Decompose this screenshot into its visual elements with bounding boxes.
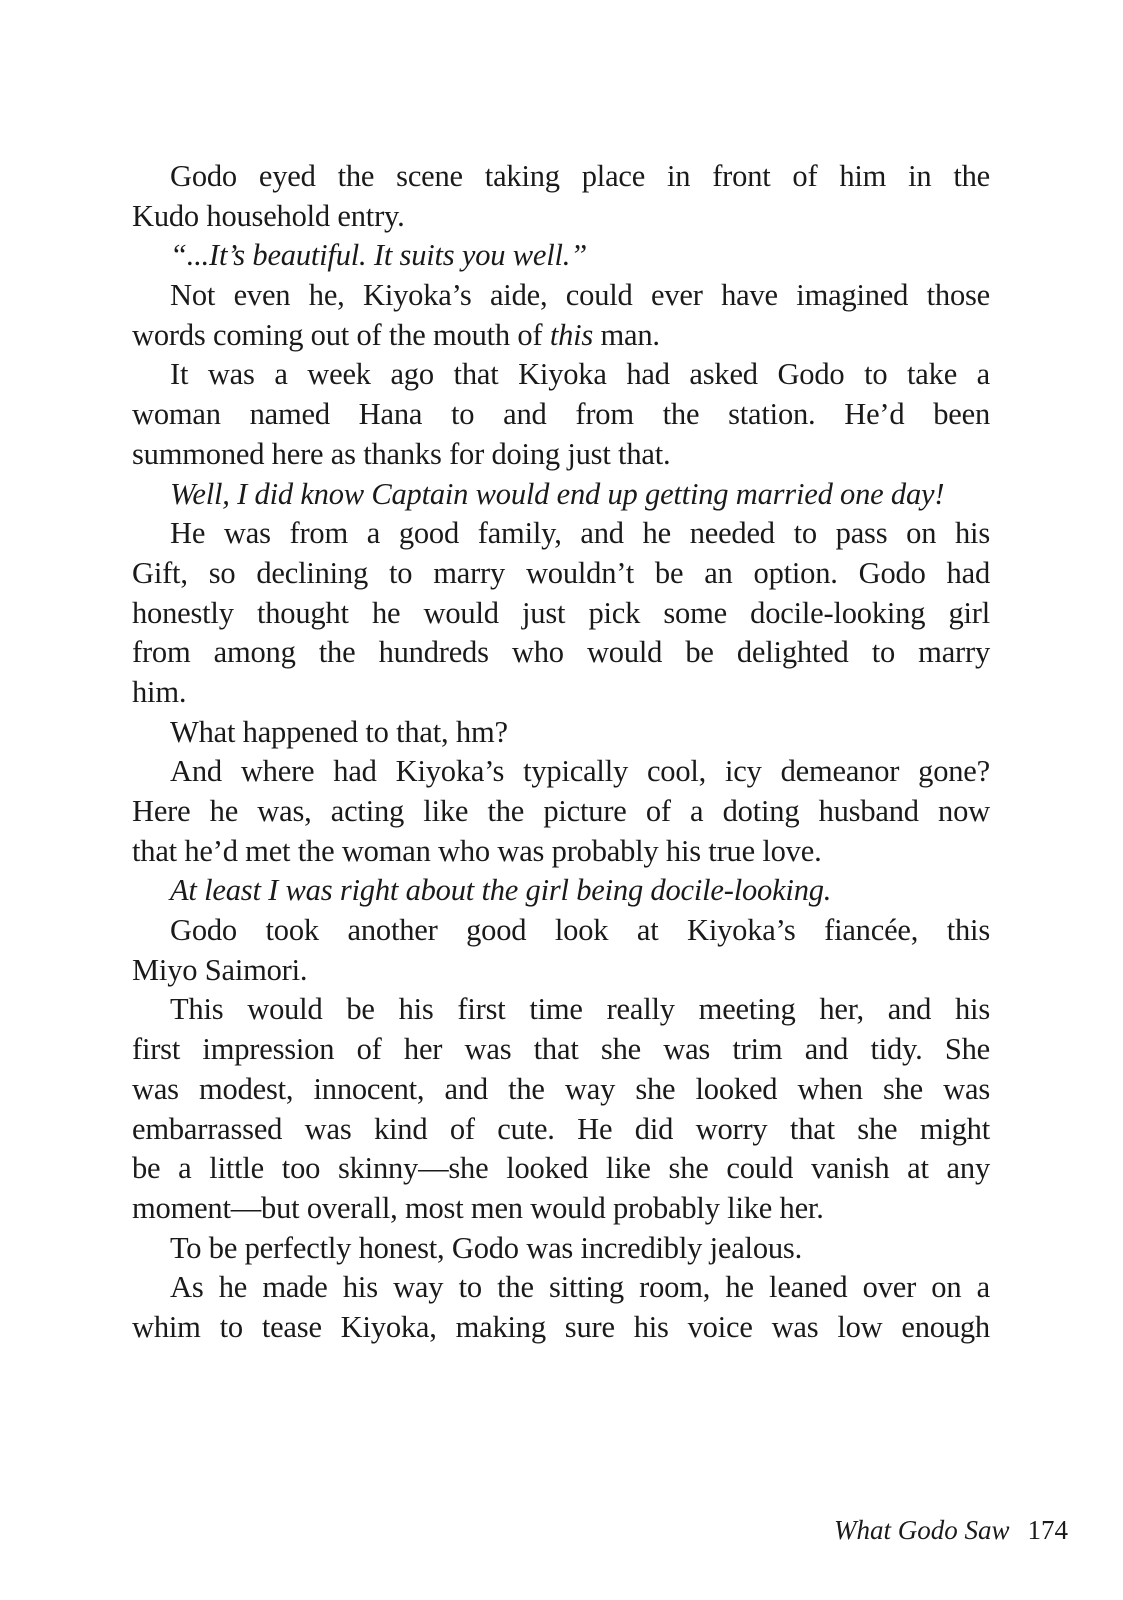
text-line: Not even he, Kiyoka’s aide, could ever have imagined those — [170, 278, 990, 313]
running-title: What Godo Saw — [834, 1515, 1010, 1545]
text-line: He was from a good family, and he needed to pass on his — [170, 516, 990, 551]
text-line: To be perfectly honest, Godo was incredibly jealous. — [170, 1230, 803, 1265]
text-line: Here he was, acting like the picture of a doting husband now — [132, 794, 990, 828]
page-footer — [834, 1512, 1068, 1548]
text-line: Kudo household entry. — [132, 198, 405, 233]
body-text — [132, 157, 990, 1348]
dialogue-line: “...It’s beautiful. It suits you well.” — [170, 238, 587, 273]
text-line: was modest, innocent, and the way she looked when she was — [132, 1071, 990, 1106]
text-line: woman named Hana to and from the station. He’d been — [132, 397, 990, 432]
text-line: This would be his first time really meeting her, and his — [170, 992, 990, 1027]
text-line: be a little too skinny—she looked like she could vanish at any — [132, 1151, 990, 1186]
thought-line: At least I was right about the girl being docile-looking. — [170, 873, 832, 908]
text-line: summoned here as thanks for doing just that. — [132, 436, 671, 471]
emphasis: this — [549, 317, 594, 352]
text-line: As he made his way to the sitting room, he leaned over on a — [170, 1270, 990, 1305]
text-line: embarrassed was kind of cute. He did worry that she might — [132, 1111, 990, 1146]
text-line: first impression of her was that she was trim and tidy. She — [132, 1032, 990, 1067]
text-line: It was a week ago that Kiyoka had asked Godo to take a — [170, 357, 990, 392]
text-line: And where had Kiyoka’s typically cool, icy demeanor gone? — [170, 754, 990, 789]
text-run: words coming out of the mouth of — [132, 317, 550, 352]
text-run: man. — [593, 317, 660, 352]
text-line: moment—but overall, most men would probably like her. — [132, 1190, 824, 1225]
text-line: Gift, so declining to marry wouldn’t be an option. Godo had — [132, 555, 990, 590]
text-line: from among the hundreds who would be delighted to marry — [132, 635, 990, 670]
text-line: Miyo Saimori. — [132, 952, 308, 987]
page-number: 174 — [1027, 1515, 1068, 1545]
text-line: that he’d met the woman who was probably his true love. — [132, 833, 822, 868]
text-line: him. — [132, 674, 187, 709]
text-line: honestly thought he would just pick some docile-looking girl — [132, 595, 990, 630]
text-line: What happened to that, hm? — [170, 714, 508, 749]
text-line — [132, 316, 990, 356]
text-line: whim to tease Kiyoka, making sure his voice was low enough — [132, 1309, 990, 1344]
thought-line: Well, I did know Captain would end up getting married one day! — [170, 476, 945, 511]
text-line: Godo eyed the scene taking place in front of him in the — [170, 159, 990, 193]
text-line: Godo took another good look at Kiyoka’s fiancée, this — [170, 913, 990, 948]
